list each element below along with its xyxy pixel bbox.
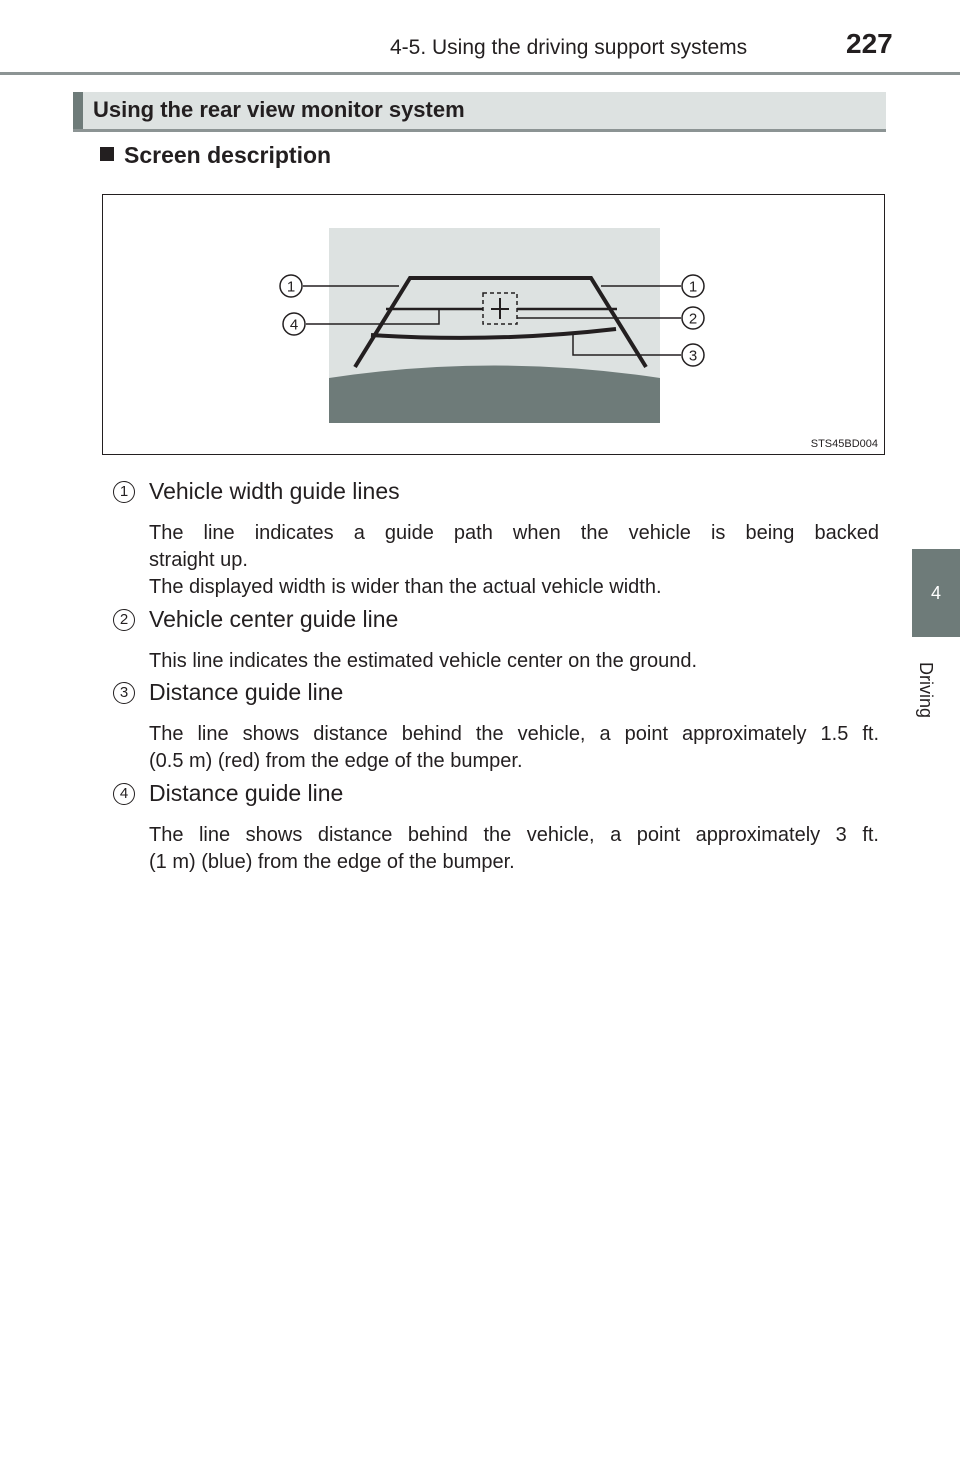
callout-1-right-label: 1	[688, 278, 698, 296]
item-title: Vehicle center guide line	[149, 606, 399, 632]
section-title: Using the rear view monitor system	[93, 97, 465, 122]
callout-3	[682, 344, 704, 366]
item-number-badge: 3	[113, 682, 135, 704]
description-line: The line indicates a guide path when the vehicle is being backed	[149, 522, 879, 544]
description-line: The displayed width is wider than the actual vehicle width.	[149, 576, 662, 598]
description-line: The line shows distance behind the vehicle, a point approximately 1.5 ft.	[149, 723, 879, 745]
chapter-label: Driving	[916, 661, 936, 719]
callout-1-left	[280, 275, 302, 297]
callout-2	[682, 307, 704, 329]
callout-4-label: 4	[289, 316, 299, 334]
header-section-title: 4-5. Using the driving support systems	[390, 36, 748, 59]
callout-1-left-label: 1	[286, 278, 296, 296]
item-number-badge: 1	[113, 481, 135, 503]
item-description	[149, 520, 879, 601]
item-description	[149, 648, 879, 675]
callout-1-right	[682, 275, 704, 297]
square-bullet-icon	[100, 147, 114, 161]
description-line: straight up.	[149, 549, 248, 571]
section-heading-bar	[73, 92, 886, 132]
figure-code: STS45BD004	[810, 438, 878, 450]
item-description	[149, 822, 879, 876]
item-title: Vehicle width guide lines	[149, 478, 400, 504]
description-line: This line indicates the estimated vehicle center on the ground.	[149, 650, 698, 672]
description-line: (0.5 m) (red) from the edge of the bumper.	[149, 750, 523, 772]
item-title: Distance guide line	[149, 679, 344, 705]
monitor-illustration	[103, 195, 886, 456]
callout-4	[283, 313, 305, 335]
callout-3-label: 3	[688, 347, 698, 365]
chapter-tab[interactable]	[912, 549, 960, 637]
item-number-badge: 2	[113, 609, 135, 631]
subheading	[100, 142, 331, 169]
subheading-text: Screen description	[124, 142, 332, 168]
description-line: The line shows distance behind the vehicle, a point approximately 3 ft.	[149, 824, 879, 846]
page-number: 227	[846, 28, 893, 59]
monitor-ground	[329, 366, 660, 424]
description-line: (1 m) (blue) from the edge of the bumper.	[149, 851, 515, 873]
callout-2-label: 2	[688, 310, 698, 328]
rear-view-monitor-figure	[102, 194, 885, 455]
chapter-number: 4	[930, 582, 941, 603]
item-description	[149, 721, 879, 775]
header-rule	[0, 72, 960, 75]
section-heading-accent	[73, 92, 83, 129]
item-title: Distance guide line	[149, 780, 344, 806]
item-number-badge: 4	[113, 783, 135, 805]
